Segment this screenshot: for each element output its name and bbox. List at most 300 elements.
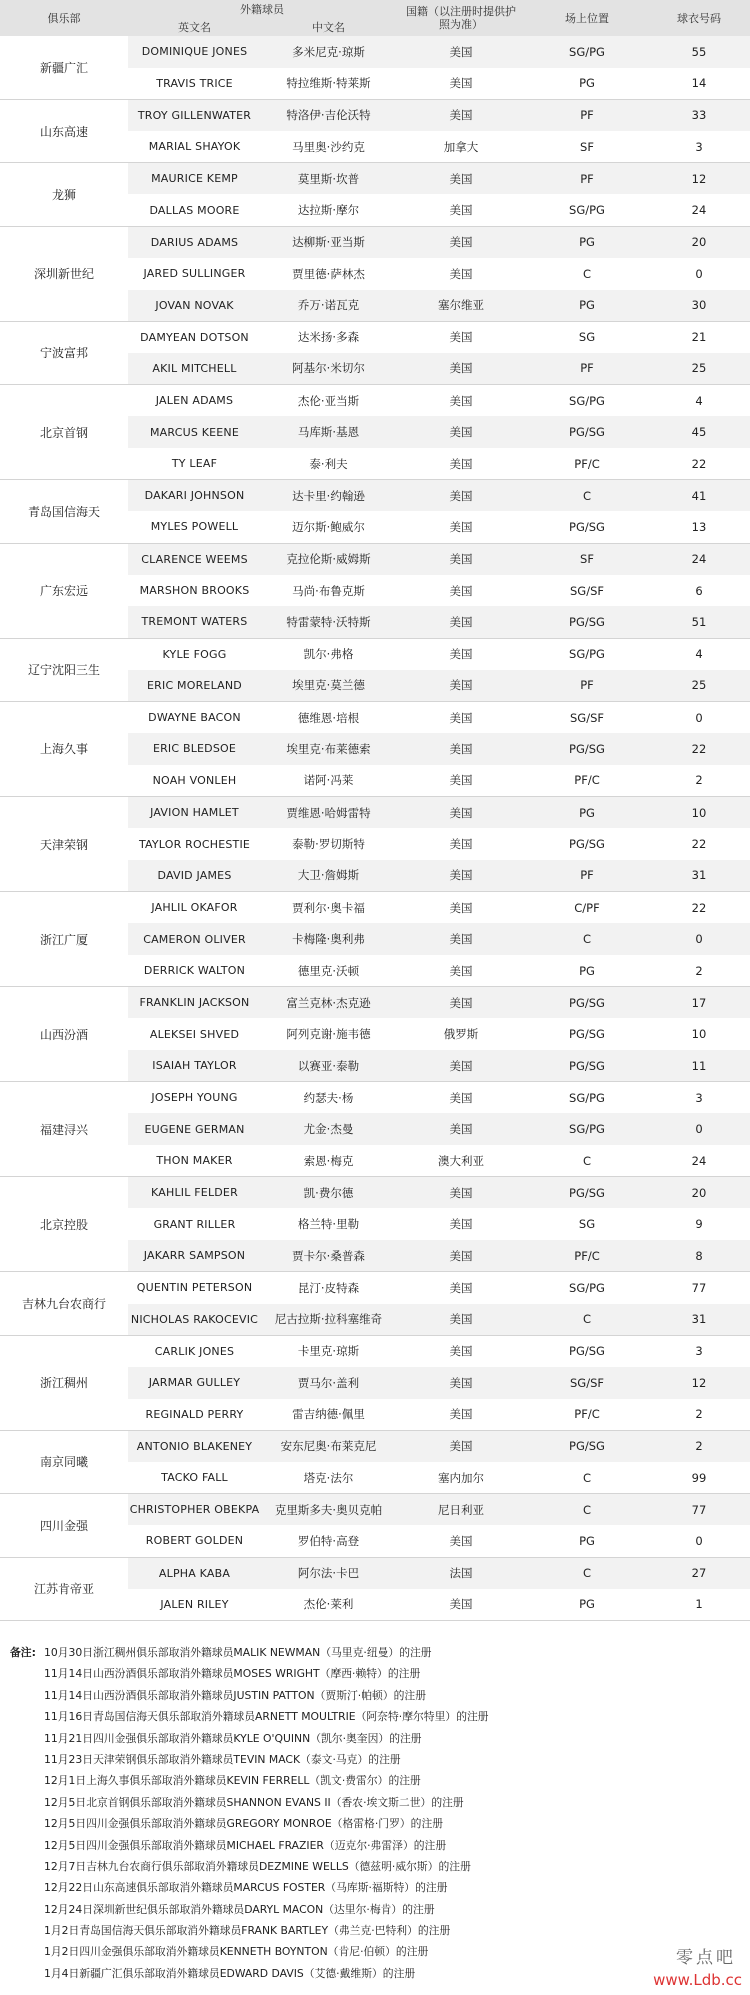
player-position: C — [526, 1145, 648, 1177]
player-nationality: 美国 — [449, 647, 473, 662]
player-jersey-number: 41 — [648, 480, 750, 512]
player-english-name: GRANT RILLER — [153, 1217, 236, 1231]
club-name: 青岛国信海天 — [0, 480, 128, 543]
club-name: 浙江稠州 — [0, 1335, 128, 1430]
player-english-name: EUGENE GERMAN — [128, 1113, 261, 1145]
player-chinese-name: 凯·费尔德 — [261, 1177, 396, 1209]
player-chinese-name: 阿尔法·卡巴 — [261, 1557, 396, 1589]
player-position: PG/SG — [569, 837, 605, 852]
player-position: SG — [578, 1217, 596, 1232]
player-nationality: 美国 — [396, 860, 526, 892]
player-chinese-name: 贾里德·萨林杰 — [292, 266, 365, 281]
player-position: SG/PG — [569, 393, 605, 408]
player-position: PG — [526, 1525, 648, 1557]
player-chinese-name: 达柳斯·亚当斯 — [261, 226, 396, 258]
player-nationality: 美国 — [396, 1430, 526, 1462]
player-nationality: 美国 — [396, 480, 526, 512]
player-chinese-name: 马库斯·基恩 — [261, 416, 396, 448]
player-english-name: KAHLIL FELDER — [128, 1177, 261, 1209]
table-row — [0, 1494, 750, 1526]
player-jersey-number: 3 — [695, 1344, 703, 1359]
header-club: 俱乐部 — [0, 0, 128, 36]
notes-section — [10, 1642, 740, 1984]
note-text: 11月16日青岛国信海天俱乐部取消外籍球员ARNETT MOULTRIE（阿奈特·摩尔特里）的注册 — [44, 1710, 489, 1724]
player-english-name: MARCUS KEENE — [128, 416, 261, 448]
player-jersey-number: 2 — [648, 1430, 750, 1462]
player-english-name: CHRISTOPHER OBEKPA — [128, 1494, 261, 1526]
note-line — [10, 1813, 740, 1834]
note-text: 1月2日青岛国信海天俱乐部取消外籍球员FRANK BARTLEY（弗兰克·巴特利）的注册 — [44, 1924, 451, 1938]
player-chinese-name: 阿基尔·米切尔 — [261, 353, 396, 385]
player-jersey-number: 4 — [695, 393, 703, 408]
player-chinese-name: 阿列克谢·施韦德 — [286, 1027, 371, 1042]
player-chinese-name: 杰伦·亚当斯 — [297, 393, 360, 408]
club-name: 福建浔兴 — [0, 1082, 128, 1177]
player-english-name: ANTONIO BLAKENEY — [128, 1430, 261, 1462]
player-position: PG/SG — [526, 416, 648, 448]
table-row — [0, 163, 750, 195]
player-position: SG/SF — [569, 710, 604, 725]
player-nationality: 美国 — [449, 583, 473, 598]
player-nationality: 美国 — [396, 733, 526, 765]
table-row — [0, 1430, 750, 1462]
note-text: 11月23日天津荣钢俱乐部取消外籍球员TEVIN MACK（泰文·马克）的注册 — [44, 1752, 401, 1766]
player-nationality: 美国 — [396, 1589, 526, 1621]
player-english-name: CAMERON OLIVER — [128, 923, 261, 955]
player-nationality: 美国 — [396, 1399, 526, 1431]
player-chinese-name: 多米尼克·琼斯 — [261, 36, 396, 68]
club-name: 天津荣钢 — [0, 797, 128, 892]
note-line — [10, 1899, 740, 1920]
player-chinese-name: 泰勒·罗切斯特 — [292, 837, 365, 852]
table-row — [0, 480, 750, 512]
player-jersey-number: 12 — [648, 163, 750, 195]
player-english-name: MARSHON BROOKS — [139, 584, 250, 598]
player-jersey-number: 2 — [648, 1399, 750, 1431]
player-jersey-number: 24 — [648, 194, 750, 226]
player-chinese-name: 尤金·杰曼 — [261, 1113, 396, 1145]
note-text: 12月5日四川金强俱乐部取消外籍球员GREGORY MONROE（格雷格·门罗）的注册 — [44, 1817, 444, 1831]
player-nationality: 美国 — [396, 416, 526, 448]
player-chinese-name: 富兰克林·杰克逊 — [261, 987, 396, 1019]
player-jersey-number: 11 — [648, 1050, 750, 1082]
player-position: SG/PG — [526, 36, 648, 68]
table-row — [0, 892, 750, 924]
player-chinese-name: 乔万·诺瓦克 — [261, 290, 396, 322]
player-chinese-name: 安东尼奥·布莱克尼 — [261, 1430, 396, 1462]
watermark-url: www.Ldb.cc — [653, 1971, 742, 1989]
table-row — [0, 543, 750, 575]
club-name: 北京首钢 — [0, 385, 128, 480]
player-position: PG/SG — [569, 1027, 605, 1042]
player-chinese-name: 马尚·布鲁克斯 — [292, 583, 365, 598]
player-jersey-number: 2 — [648, 955, 750, 987]
player-position: PG/SG — [526, 987, 648, 1019]
club-name: 北京控股 — [0, 1177, 128, 1272]
player-english-name: ERIC MORELAND — [128, 670, 261, 702]
player-english-name: NOAH VONLEH — [128, 765, 261, 797]
player-english-name: DOMINIQUE JONES — [128, 36, 261, 68]
player-position: SG/PG — [569, 647, 605, 662]
note-text: 12月5日北京首钢俱乐部取消外籍球员SHANNON EVANS II（香农·埃文斯二世）的注册 — [44, 1795, 464, 1809]
header-chinese-name: 中文名 — [261, 19, 396, 36]
player-chinese-name: 卡里克·琼斯 — [297, 1344, 360, 1359]
note-line — [10, 1706, 740, 1727]
header-position: 场上位置 — [526, 0, 648, 36]
player-jersey-number: 6 — [695, 583, 703, 598]
player-position: PF/C — [526, 1399, 648, 1431]
note-line — [10, 1749, 740, 1770]
table-row — [0, 638, 750, 670]
player-jersey-number: 4 — [695, 647, 703, 662]
club-name: 辽宁沈阳三生 — [0, 638, 128, 701]
player-jersey-number: 30 — [648, 290, 750, 322]
note-text: 11月21日四川金强俱乐部取消外籍球员KYLE O'QUINN（凯尔·奥奎因）的注册 — [44, 1731, 422, 1745]
player-nationality: 美国 — [449, 900, 473, 915]
player-english-name: ALPHA KABA — [128, 1557, 261, 1589]
player-nationality: 美国 — [396, 765, 526, 797]
player-jersey-number: 20 — [648, 1177, 750, 1209]
player-position: SG/SF — [569, 583, 604, 598]
player-position: PG — [526, 226, 648, 258]
player-nationality: 美国 — [396, 670, 526, 702]
player-position: PG — [526, 290, 648, 322]
player-jersey-number: 2 — [648, 765, 750, 797]
player-jersey-number: 10 — [648, 797, 750, 829]
player-chinese-name: 罗伯特·高登 — [261, 1525, 396, 1557]
player-jersey-number: 99 — [648, 1462, 750, 1494]
player-chinese-name: 克里斯多夫·奥贝克帕 — [261, 1494, 396, 1526]
player-nationality: 美国 — [396, 511, 526, 543]
player-nationality: 加拿大 — [396, 131, 526, 163]
player-jersey-number: 22 — [691, 900, 707, 915]
player-jersey-number: 0 — [648, 1113, 750, 1145]
player-nationality: 美国 — [449, 1280, 473, 1295]
player-jersey-number: 3 — [648, 131, 750, 163]
player-chinese-name: 约瑟夫·杨 — [303, 1090, 354, 1105]
table-row — [0, 797, 750, 829]
note-text: 1月4日新疆广汇俱乐部取消外籍球员EDWARD DAVIS（艾德·戴维斯）的注册 — [44, 1966, 416, 1980]
player-jersey-number: 0 — [695, 710, 703, 725]
note-line — [10, 1877, 740, 1898]
player-english-name: DARIUS ADAMS — [128, 226, 261, 258]
note-line — [10, 1963, 740, 1984]
player-english-name: ROBERT GOLDEN — [128, 1525, 261, 1557]
player-nationality: 尼日利亚 — [396, 1494, 526, 1526]
player-nationality: 俄罗斯 — [443, 1027, 479, 1042]
club-name: 浙江广厦 — [0, 892, 128, 987]
player-position: PG/SG — [526, 733, 648, 765]
club-name: 宁波富邦 — [0, 321, 128, 384]
player-chinese-name: 索恩·梅克 — [261, 1145, 396, 1177]
player-position: C — [526, 1557, 648, 1589]
player-chinese-name: 贾利尔·奥卡福 — [292, 900, 365, 915]
player-nationality: 美国 — [396, 987, 526, 1019]
player-chinese-name: 特拉维斯·特莱斯 — [261, 68, 396, 100]
player-position: C — [582, 266, 592, 281]
player-nationality: 美国 — [396, 1177, 526, 1209]
player-nationality: 美国 — [449, 1217, 473, 1232]
player-jersey-number: 20 — [648, 226, 750, 258]
player-jersey-number: 77 — [691, 1280, 707, 1295]
player-jersey-number: 77 — [648, 1494, 750, 1526]
club-name: 吉林九台农商行 — [0, 1272, 128, 1335]
player-chinese-name: 莫里斯·坎普 — [261, 163, 396, 195]
player-chinese-name: 昆汀·皮特森 — [297, 1280, 360, 1295]
player-english-name: TREMONT WATERS — [128, 606, 261, 638]
player-english-name: ERIC BLEDSOE — [128, 733, 261, 765]
player-jersey-number: 17 — [648, 987, 750, 1019]
player-jersey-number: 55 — [648, 36, 750, 68]
player-nationality: 美国 — [449, 393, 473, 408]
player-position: C — [526, 480, 648, 512]
note-text: 12月7日吉林九台农商行俱乐部取消外籍球员DEZMINE WELLS（德兹明·威尔斯）的注册 — [44, 1859, 471, 1873]
table-row — [0, 321, 750, 353]
player-jersey-number: 51 — [648, 606, 750, 638]
player-position: SF — [526, 543, 648, 575]
player-nationality: 美国 — [396, 1113, 526, 1145]
note-text: 12月1日上海久事俱乐部取消外籍球员KEVIN FERRELL（凯文·费雷尔）的注册 — [44, 1774, 421, 1788]
note-text: 12月22日山东高速俱乐部取消外籍球员MARCUS FOSTER（马库斯·福斯特）的注册 — [44, 1881, 448, 1895]
player-nationality: 美国 — [396, 797, 526, 829]
player-english-name: CLARENCE WEEMS — [128, 543, 261, 575]
player-nationality: 美国 — [396, 226, 526, 258]
player-position: C/PF — [574, 900, 600, 915]
player-position: C — [526, 923, 648, 955]
player-english-name: ISAIAH TAYLOR — [128, 1050, 261, 1082]
player-nationality: 美国 — [396, 1240, 526, 1272]
player-nationality: 美国 — [396, 1050, 526, 1082]
player-english-name: JAHLIL OKAFOR — [151, 901, 238, 915]
player-jersey-number: 45 — [648, 416, 750, 448]
player-position: PG — [526, 955, 648, 987]
player-jersey-number: 0 — [695, 266, 703, 281]
player-chinese-name: 达拉斯·摩尔 — [261, 194, 396, 226]
player-position: PG/SG — [526, 1050, 648, 1082]
header-english-name: 英文名 — [128, 19, 261, 36]
club-name: 四川金强 — [0, 1494, 128, 1557]
note-text: 11月14日山西汾酒俱乐部取消外籍球员JUSTIN PATTON（贾斯汀·帕顿）的注册 — [44, 1688, 426, 1702]
player-jersey-number: 22 — [648, 448, 750, 480]
player-english-name: JOVAN NOVAK — [128, 290, 261, 322]
player-nationality: 美国 — [396, 606, 526, 638]
player-jersey-number: 24 — [648, 543, 750, 575]
player-nationality: 美国 — [396, 923, 526, 955]
player-english-name: JALEN RILEY — [128, 1589, 261, 1621]
player-position: PG/SG — [526, 511, 648, 543]
player-nationality: 美国 — [449, 837, 473, 852]
table-row — [0, 1272, 750, 1304]
player-nationality: 美国 — [396, 68, 526, 100]
player-english-name: TAYLOR ROCHESTIE — [138, 837, 251, 851]
player-position: PG/SG — [526, 1430, 648, 1462]
table-row — [0, 987, 750, 1019]
player-nationality: 法国 — [396, 1557, 526, 1589]
note-line — [10, 1685, 740, 1706]
player-english-name: NICHOLAS RAKOCEVIC — [128, 1304, 261, 1336]
note-line — [10, 1920, 740, 1941]
player-position: SG/PG — [526, 1113, 648, 1145]
player-nationality: 美国 — [449, 1090, 473, 1105]
player-jersey-number: 8 — [648, 1240, 750, 1272]
player-position: SF — [526, 131, 648, 163]
player-english-name: DAMYEAN DOTSON — [140, 330, 249, 344]
player-english-name: JAKARR SAMPSON — [128, 1240, 261, 1272]
note-line — [10, 1941, 740, 1962]
player-english-name: TRAVIS TRICE — [128, 68, 261, 100]
player-position: SG — [578, 330, 596, 345]
player-chinese-name: 特雷蒙特·沃特斯 — [261, 606, 396, 638]
club-name: 南京同曦 — [0, 1430, 128, 1493]
player-position: PF/C — [526, 1240, 648, 1272]
player-english-name: JARED SULLINGER — [143, 267, 246, 281]
player-position: PF/C — [526, 448, 648, 480]
table-row — [0, 701, 750, 733]
note-text: 1月2日四川金强俱乐部取消外籍球员KENNETH BOYNTON（肯尼·伯顿）的注册 — [44, 1945, 429, 1959]
note-line — [10, 1792, 740, 1813]
player-nationality: 美国 — [396, 1367, 526, 1399]
player-nationality: 澳大利亚 — [396, 1145, 526, 1177]
player-chinese-name: 德里克·沃顿 — [261, 955, 396, 987]
player-position: PF — [526, 670, 648, 702]
club-name: 山西汾酒 — [0, 987, 128, 1082]
player-nationality: 美国 — [396, 1525, 526, 1557]
player-jersey-number: 0 — [648, 1525, 750, 1557]
player-nationality: 美国 — [396, 1304, 526, 1336]
player-english-name: JALEN ADAMS — [155, 394, 234, 408]
player-english-name: MAURICE KEMP — [128, 163, 261, 195]
header-jersey-number: 球衣号码 — [648, 0, 750, 36]
player-chinese-name: 以赛亚·泰勒 — [261, 1050, 396, 1082]
player-chinese-name: 贾马尔·盖利 — [261, 1367, 396, 1399]
note-text: 11月14日山西汾酒俱乐部取消外籍球员MOSES WRIGHT（摩西·赖特）的注册 — [44, 1667, 421, 1681]
player-jersey-number: 22 — [691, 837, 707, 852]
player-jersey-number: 9 — [695, 1217, 703, 1232]
player-chinese-name: 达米扬·多森 — [297, 330, 360, 345]
player-jersey-number: 1 — [648, 1589, 750, 1621]
player-position: SG/PG — [569, 1280, 605, 1295]
player-english-name: CARLIK JONES — [154, 1344, 235, 1358]
player-nationality: 美国 — [396, 543, 526, 575]
player-position: SG/PG — [569, 1090, 605, 1105]
player-nationality: 美国 — [396, 353, 526, 385]
player-english-name: TROY GILLENWATER — [128, 99, 261, 131]
player-chinese-name: 特洛伊·吉伦沃特 — [261, 99, 396, 131]
club-name: 江苏肯帝亚 — [0, 1557, 128, 1620]
player-position: PG/SG — [526, 1177, 648, 1209]
header-foreign-players: 外籍球员 — [128, 0, 396, 19]
club-name: 山东高速 — [0, 99, 128, 162]
player-english-name: JOSEPH YOUNG — [151, 1091, 238, 1105]
table-row — [0, 1557, 750, 1589]
player-chinese-name: 德维恩·培根 — [297, 710, 360, 725]
player-jersey-number: 13 — [648, 511, 750, 543]
player-position: SG/SF — [526, 1367, 648, 1399]
player-chinese-name: 尼古拉斯·拉科塞维奇 — [261, 1304, 396, 1336]
player-chinese-name: 马里奥·沙约克 — [261, 131, 396, 163]
player-chinese-name: 塔克·法尔 — [261, 1462, 396, 1494]
player-english-name: JARMAR GULLEY — [128, 1367, 261, 1399]
player-chinese-name: 泰·利夫 — [261, 448, 396, 480]
player-jersey-number: 14 — [648, 68, 750, 100]
player-jersey-number: 3 — [695, 1090, 703, 1105]
note-line — [10, 1835, 740, 1856]
player-position: PF — [526, 163, 648, 195]
player-chinese-name: 杰伦·莱利 — [261, 1589, 396, 1621]
club-name: 新疆广汇 — [0, 36, 128, 99]
player-position: C — [526, 1462, 648, 1494]
table-row — [0, 1082, 750, 1114]
player-position: C — [526, 1304, 648, 1336]
player-position: PG — [526, 68, 648, 100]
player-nationality: 美国 — [449, 1344, 473, 1359]
player-english-name: REGINALD PERRY — [128, 1399, 261, 1431]
club-name: 深圳新世纪 — [0, 226, 128, 321]
table-row — [0, 226, 750, 258]
note-text: 12月5日四川金强俱乐部取消外籍球员MICHAEL FRAZIER（迈克尔·弗雷泽）的注册 — [44, 1838, 447, 1852]
player-jersey-number: 10 — [691, 1027, 707, 1042]
player-english-name: TACKO FALL — [128, 1462, 261, 1494]
player-english-name: DWAYNE BACON — [148, 711, 241, 725]
player-english-name: AKIL MITCHELL — [128, 353, 261, 385]
table-row — [0, 1335, 750, 1367]
player-jersey-number: 22 — [648, 733, 750, 765]
player-position: PG/SG — [526, 606, 648, 638]
player-chinese-name: 大卫·詹姆斯 — [261, 860, 396, 892]
player-english-name: FRANKLIN JACKSON — [128, 987, 261, 1019]
note-text: 10月30日浙江稠州俱乐部取消外籍球员MALIK NEWMAN（马里克·纽曼）的注册 — [44, 1646, 432, 1659]
club-name: 龙狮 — [0, 163, 128, 226]
player-position: PF — [526, 99, 648, 131]
player-chinese-name: 克拉伦斯·威姆斯 — [261, 543, 396, 575]
player-position: PF — [526, 860, 648, 892]
player-chinese-name: 卡梅隆·奥利弗 — [261, 923, 396, 955]
note-line — [10, 1642, 740, 1663]
player-nationality: 美国 — [396, 448, 526, 480]
player-nationality: 塞尔维亚 — [396, 290, 526, 322]
player-jersey-number: 21 — [691, 330, 707, 345]
player-jersey-number: 12 — [648, 1367, 750, 1399]
player-chinese-name: 埃里克·布莱德索 — [261, 733, 396, 765]
player-nationality: 美国 — [449, 330, 473, 345]
player-english-name: MARIAL SHAYOK — [128, 131, 261, 163]
club-name: 上海久事 — [0, 701, 128, 796]
note-line — [10, 1663, 740, 1684]
table-row — [0, 99, 750, 131]
player-nationality: 美国 — [396, 955, 526, 987]
player-chinese-name: 格兰特·里勒 — [297, 1217, 360, 1232]
table-row — [0, 1177, 750, 1209]
roster-body — [0, 36, 750, 1620]
watermark — [632, 1943, 742, 1989]
player-english-name: THON MAKER — [128, 1145, 261, 1177]
player-jersey-number: 31 — [648, 860, 750, 892]
club-name: 广东宏远 — [0, 543, 128, 638]
player-nationality: 美国 — [396, 99, 526, 131]
player-jersey-number: 27 — [648, 1557, 750, 1589]
player-position: PF — [526, 353, 648, 385]
player-jersey-number: 33 — [648, 99, 750, 131]
player-english-name: KYLE FOGG — [162, 647, 227, 661]
player-position: PG/SG — [569, 1344, 605, 1359]
header-nationality: 国籍（以注册时提供护照为准） — [396, 0, 526, 36]
player-chinese-name: 凯尔·弗格 — [303, 647, 354, 662]
player-chinese-name: 埃里克·莫兰德 — [261, 670, 396, 702]
note-line — [10, 1770, 740, 1791]
player-jersey-number: 24 — [648, 1145, 750, 1177]
player-nationality: 美国 — [449, 710, 473, 725]
table-row — [0, 385, 750, 417]
